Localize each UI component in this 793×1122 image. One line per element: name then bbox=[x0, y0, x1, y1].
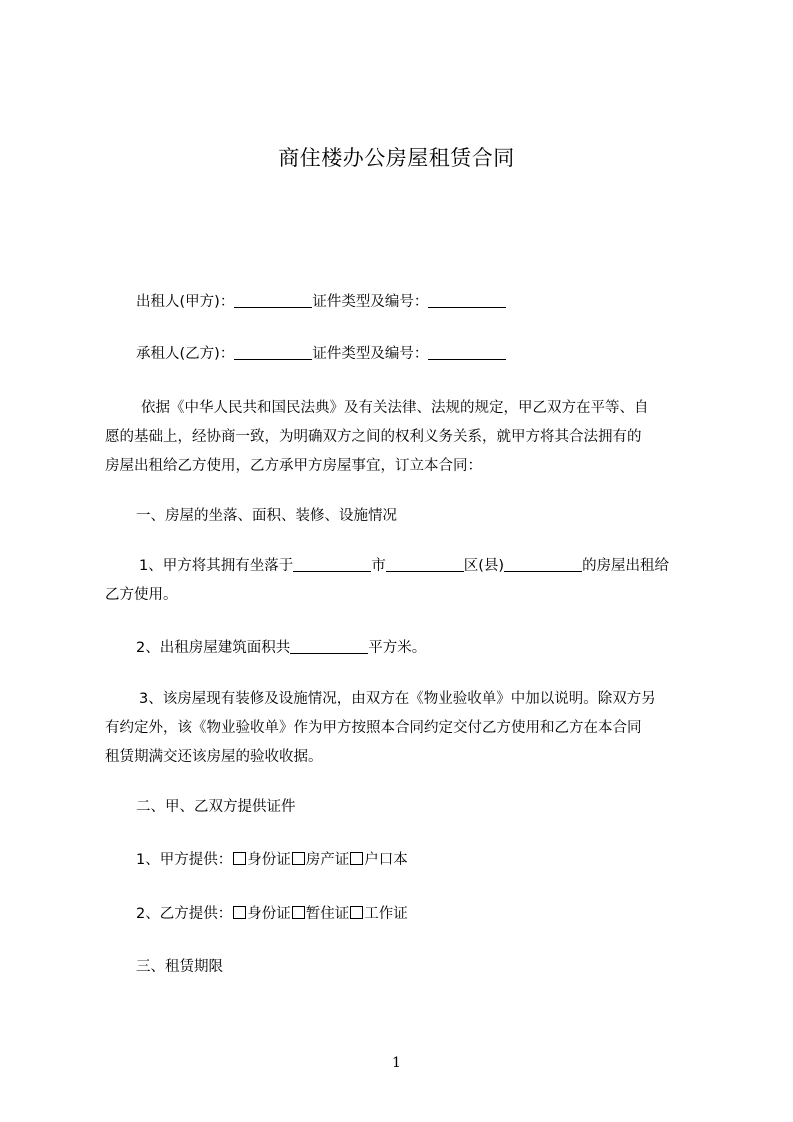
item-1-line-2: 乙方使用。 bbox=[105, 587, 178, 603]
item-3-line-2: 有约定外，该《物业验收单》作为甲方按照本合同约定交付乙方使用和乙方在本合同 bbox=[105, 720, 642, 736]
lessee-id-blank[interactable] bbox=[428, 345, 506, 360]
option-work-permit: 工作证 bbox=[364, 906, 408, 922]
party-b-docs-label: 2、乙方提供： bbox=[136, 906, 233, 922]
preamble-paragraph bbox=[105, 394, 680, 481]
preamble-line-3: 房屋出租给乙方使用，乙方承甲方房屋事宜，订立本合同： bbox=[105, 458, 482, 474]
checkbox-party-b-id-card[interactable] bbox=[233, 906, 246, 919]
section-1-item-3 bbox=[105, 685, 680, 772]
item-1-line-1 bbox=[105, 552, 680, 581]
page-number: 1 bbox=[392, 1055, 401, 1071]
item-3-line-1: 3、该房屋现有装修及设施情况，由双方在《物业验收单》中加以说明。除双方另 bbox=[139, 691, 656, 707]
preamble-line-1: 依据《中华人民共和国民法典》及有关法律、法规的规定，甲乙双方在平等、自 bbox=[141, 400, 649, 416]
lessee-label: 承租人(乙方)： bbox=[136, 346, 235, 362]
district-blank[interactable] bbox=[386, 557, 464, 572]
item-3-line-3: 租赁期满交还该房屋的验收收据。 bbox=[105, 749, 323, 765]
lessor-label: 出租人(甲方)： bbox=[136, 294, 235, 310]
section-2-heading: 二、甲、乙双方提供证件 bbox=[136, 799, 296, 815]
area-blank[interactable] bbox=[290, 639, 368, 654]
lessee-line bbox=[136, 344, 506, 364]
lessor-line bbox=[136, 292, 506, 312]
option-household-reg: 户口本 bbox=[364, 852, 408, 868]
lessor-id-label: 证件类型及编号： bbox=[312, 294, 429, 310]
city-blank[interactable] bbox=[293, 557, 371, 572]
preamble-line-2: 愿的基础上，经协商一致，为明确双方之间的权利义务关系，就甲方将其合法拥有的 bbox=[105, 429, 642, 445]
document-title: 商住楼办公房屋租赁合同 bbox=[278, 146, 515, 170]
option-residence-permit: 暂住证 bbox=[305, 906, 350, 922]
lessee-id-label: 证件类型及编号： bbox=[312, 346, 429, 362]
party-a-docs-label: 1、甲方提供： bbox=[136, 852, 233, 868]
address-blank[interactable] bbox=[504, 557, 582, 572]
section-1-item-2 bbox=[136, 638, 426, 658]
lessee-name-blank[interactable] bbox=[234, 345, 312, 360]
item-2-suffix: 平方米。 bbox=[368, 640, 427, 656]
checkbox-party-b-residence-permit[interactable] bbox=[292, 906, 305, 919]
checkbox-party-a-id-card[interactable] bbox=[233, 852, 246, 865]
item-2-prefix: 2、出租房屋建筑面积共 bbox=[136, 640, 291, 656]
section-1-heading: 一、房屋的坐落、面积、装修、设施情况 bbox=[136, 508, 397, 524]
section-2-item-2 bbox=[136, 904, 408, 924]
city-label: 市 bbox=[371, 558, 386, 574]
section-2-item-1 bbox=[136, 850, 408, 870]
lessor-name-blank[interactable] bbox=[234, 293, 312, 308]
option-id-card: 身份证 bbox=[247, 852, 291, 868]
item-1-suffix: 的房屋出租给 bbox=[582, 558, 670, 574]
item-1-prefix: 1、甲方将其拥有坐落于 bbox=[139, 558, 294, 574]
district-label: 区(县) bbox=[463, 558, 505, 574]
checkbox-party-b-work-permit[interactable] bbox=[350, 906, 363, 919]
section-3-heading: 三、租赁期限 bbox=[136, 959, 223, 975]
lessor-id-blank[interactable] bbox=[428, 293, 506, 308]
option-id-card: 身份证 bbox=[247, 906, 291, 922]
checkbox-party-a-household-reg[interactable] bbox=[350, 852, 363, 865]
section-1-item-1 bbox=[105, 552, 680, 610]
option-property-cert: 房产证 bbox=[305, 852, 350, 868]
checkbox-party-a-property-cert[interactable] bbox=[292, 852, 305, 865]
